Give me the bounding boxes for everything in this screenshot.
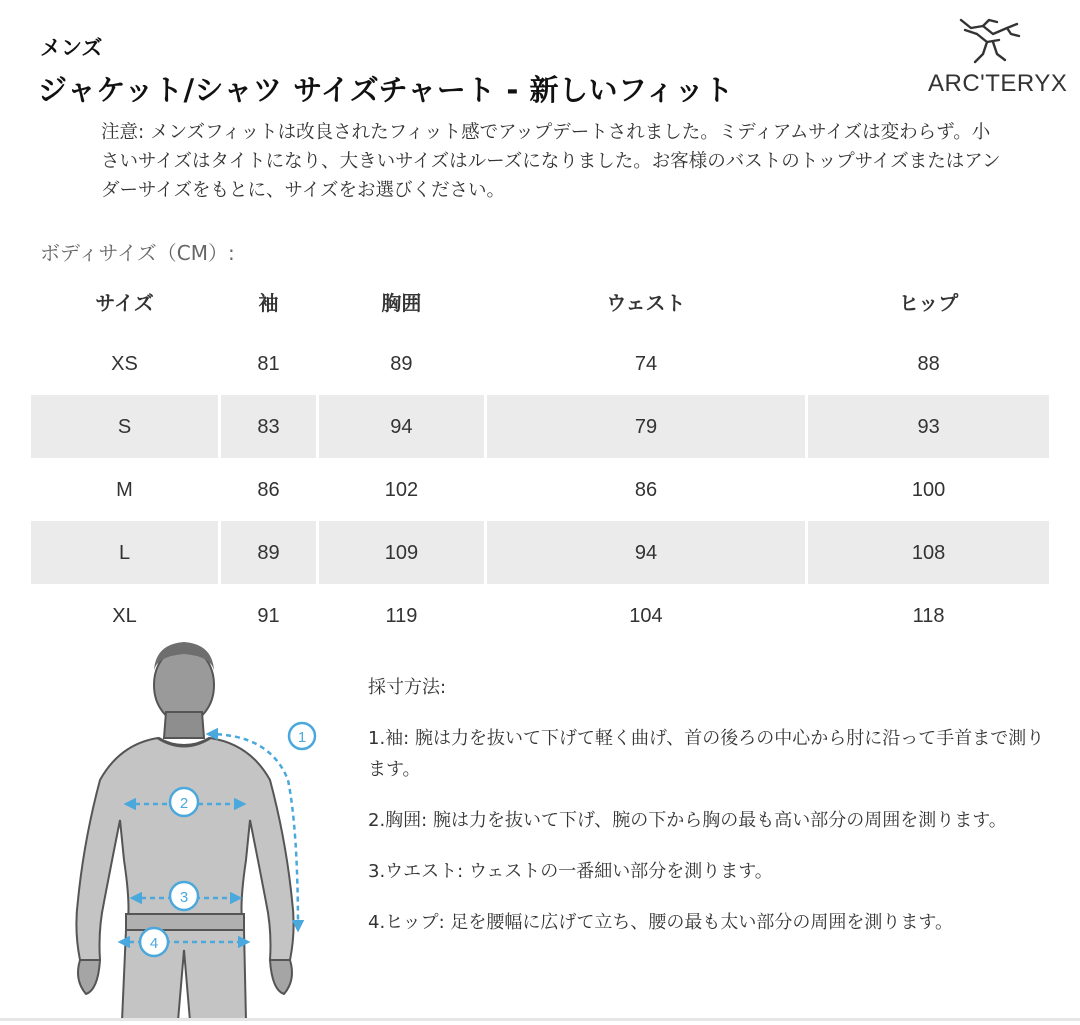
fit-notice: 注意: メンズフィットは改良されたフィット感でアップデートされました。ミディアムサイズは変わらず。小さいサイズはタイトになり、大きいサイズはルーズになりました。お客様のバストのトップサイズまたはアンダーサイズをもとに、サイズをお選びください。: [101, 122, 1001, 201]
cell-waist: 94: [487, 521, 805, 584]
brand-wordmark: ARC'TERYX: [928, 70, 1068, 97]
cell-size: S: [31, 395, 218, 458]
cell-sleeve: 91: [257, 605, 280, 627]
body-silhouette-illustration: [60, 630, 330, 1021]
marker-1: 1: [297, 729, 307, 746]
instructions-heading: 採寸方法:: [368, 677, 447, 698]
cell-sleeve: 89: [221, 521, 316, 584]
cell-chest: 119: [385, 605, 418, 627]
column-header-size: サイズ: [95, 290, 154, 315]
column-header-chest: 胸囲: [381, 290, 422, 315]
cell-chest: 109: [319, 521, 484, 584]
cell-hip: 108: [808, 521, 1049, 584]
instruction-step-waist: 3.ウエスト: ウェストの一番細い部分を測ります。: [368, 861, 773, 882]
cell-waist: 74: [634, 353, 658, 375]
table-row: [31, 395, 1049, 458]
size-chart-table: [28, 270, 1052, 647]
cell-waist: 86: [634, 479, 658, 501]
cell-chest: 102: [384, 479, 419, 501]
cell-waist: 79: [487, 395, 805, 458]
instruction-step-hip: 4.ヒップ: 足を腰幅に広げて立ち、腰の最も太い部分の周囲を測ります。: [368, 912, 953, 933]
cell-sleeve: 81: [257, 353, 280, 375]
marker-4: 4: [149, 935, 159, 952]
table-row: [31, 332, 1049, 395]
column-header-hip: ヒップ: [898, 290, 959, 315]
cell-chest: 94: [319, 395, 484, 458]
table-row: [31, 458, 1049, 521]
cell-size: XL: [112, 605, 137, 627]
measuring-instructions: [368, 672, 1048, 958]
category-label: メンズ: [40, 36, 103, 60]
marker-2: 2: [179, 795, 189, 812]
cell-hip: 100: [911, 479, 946, 501]
cell-size: XS: [111, 353, 138, 375]
cell-size: L: [31, 521, 218, 584]
body-size-label: ボディサイズ（CM）:: [40, 241, 235, 265]
cell-sleeve: 83: [221, 395, 316, 458]
page-title: ジャケット/シャツ サイズチャート - 新しいフィット: [38, 73, 734, 107]
cell-sleeve: 86: [257, 479, 280, 501]
measurement-figure: [60, 630, 330, 1021]
column-header-waist: ウェスト: [606, 290, 686, 315]
cell-waist: 104: [629, 605, 663, 627]
instruction-step-chest: 2.胸囲: 腕は力を抜いて下げ、腕の下から胸の最も高い部分の周囲を測ります。: [368, 810, 1007, 831]
cell-chest: 89: [390, 353, 413, 375]
marker-3: 3: [179, 889, 189, 906]
instruction-step-sleeve: 1.袖: 腕は力を抜いて下げて軽く曲げ、首の後ろの中心から肘に沿って手首まで測ります。: [368, 728, 1045, 780]
cell-hip: 88: [917, 353, 940, 375]
cell-hip: 93: [808, 395, 1049, 458]
cell-size: M: [116, 479, 133, 501]
cell-hip: 118: [912, 605, 945, 627]
column-header-sleeve: 袖: [258, 290, 279, 315]
table-row: [31, 521, 1049, 584]
table-header-row: [31, 270, 1049, 332]
brand-logo: [928, 14, 1068, 104]
archaeopteryx-icon: [953, 14, 1023, 66]
